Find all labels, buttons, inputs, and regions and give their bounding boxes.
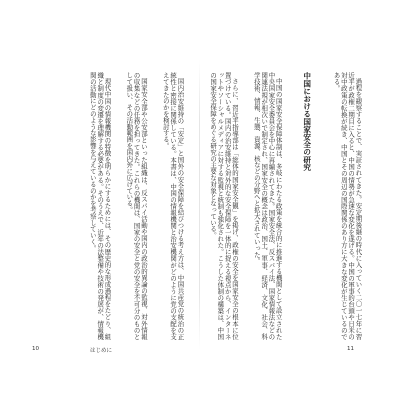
left-paragraph-1: 国内治安維持の「安定」と国外の安全保障を結びつける考え方は、中国共産党の統治の正統性と密接に関係している。本書は、中国の情報機関と治安機関がどのように党の支配を支えてきたのかを検討する。 [161,72,185,340]
right-page-body [208,72,376,340]
section-heading: 中国における国家安全の研究 [302,72,312,171]
left-page-number: 10 [32,346,39,352]
left-page-body [30,72,198,340]
right-page-number: 11 [347,346,354,352]
right-paragraph-3: さらに、習近平指導部は「総体的国家安全観」を掲げ、政権の安全を国家安全の根本に位置づけている。国内の治安維持と対外的な安全保障を一体的に捉える視点から、インターネットやソーシャルメディアに対する監視と統制も強化された。こうした体制の構築は、中国の国家安全保障をめぐる研究の主要な対象となっている。 [209,72,239,340]
left-paragraph-3: 現代中国の情報機関の特徴を明らかにするためには、その歴史的な形成過程をたどり、組織と制度の変遷を理解する必要がある。そのうえで、近年の法整備や技術の発展が、情報機関の活動にどのような影響を与えているのかを考察していく。 [88,72,112,340]
gutter-shadow [199,60,200,350]
right-paragraph-2: 中国の国家安全保障体制は、多岐にわたる政策を統合的に推進する機関として設立された中央国家安全委員会を中心に再編されてきた。国家安全法、反スパイ法、国家情報法などの関連法規が相次いで制定され、国家安全の概念は政治、国土、軍事、経済、文化、社会、科学技術、情報、生態、資源、核などの分野へと拡大されていった。 [252,72,283,340]
right-paragraph-1: 過程を観察することで、実証されてきた。安定期後継の時代に入っていく二〇一七年に習近平が政権二期目に入ると、中国の情勢が急速な変化を遂げる。中国の軍事的台頭や日米の対中政策の転換が続き、中国とその周辺の国際関係のあり方に大きな変化が生じているのである。 [332,72,363,340]
left-page [30,72,198,340]
running-title: はじめに [90,348,113,354]
left-paragraph-2: 国家安全部や公安部といった組織は、反スパイ活動や国内の政治的異論の監視、対外情報の収集などの任務を担ってきた。これらの機関は、国家の安全と党の安全を不可分のものとして扱い、その活動範囲を国内外に広げている。 [125,72,148,340]
right-page [208,72,376,340]
